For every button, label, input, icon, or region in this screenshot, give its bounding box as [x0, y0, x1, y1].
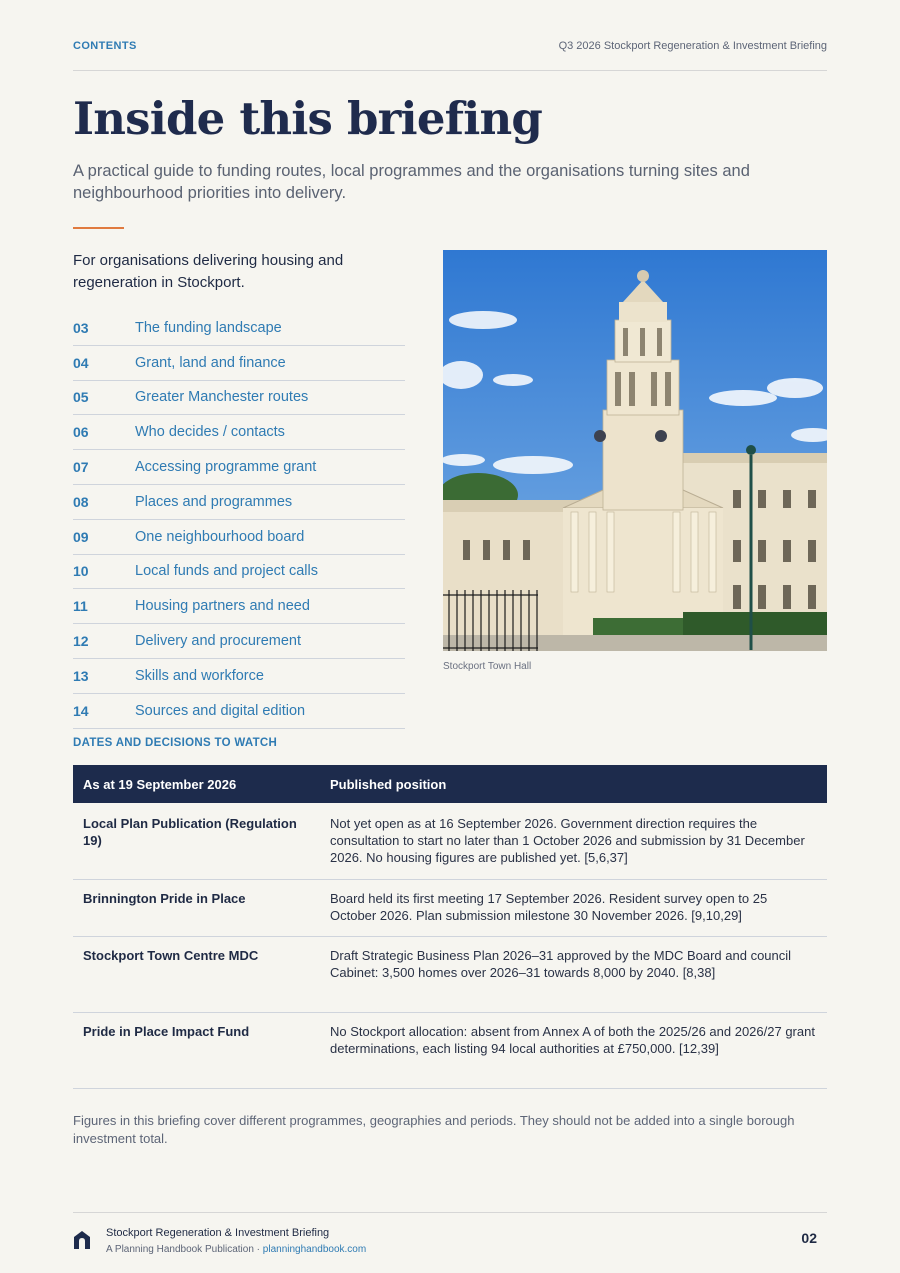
contents-item[interactable] [73, 381, 405, 416]
row-position: Draft Strategic Business Plan 2026–31 approved by the MDC Board and council Cabinet: 3,500 homes over 2026–31 towards 8,000 by 2040. [8,38] [330, 948, 792, 980]
dates-table [73, 765, 827, 1089]
header-divider [73, 70, 827, 71]
contents-page-number: 13 [73, 667, 89, 684]
accent-divider [73, 227, 124, 229]
contents-item[interactable] [73, 624, 405, 659]
contents-link[interactable]: Delivery and procurement [135, 633, 302, 650]
column-header-position: Published position [330, 776, 447, 792]
contents-item[interactable] [73, 450, 405, 485]
page-number: 02 [801, 1230, 817, 1246]
row-position: Not yet open as at 16 September 2026. Government direction requires the consultation to start no later than 1 October 2026 and submission by 31 December 2026. No housing figures are published yet. [5,6,37] [330, 816, 805, 865]
town-hall-photo [443, 250, 827, 651]
contents-page-number: 09 [73, 528, 89, 545]
publisher-logo-icon [73, 1230, 91, 1250]
town-hall-illustration [443, 250, 827, 651]
running-header [73, 38, 827, 54]
contents-item[interactable] [73, 415, 405, 450]
row-position: No Stockport allocation: absent from Annex A of both the 2025/26 and 2026/27 grant determinations, each listing 94 local authorities at £750,000. [12,39] [330, 1024, 815, 1056]
page-subtitle: A practical guide to funding routes, local programmes and the organisations turning sites and neighbourhood priorities into delivery. [73, 162, 750, 202]
footer-divider [73, 1212, 827, 1213]
contents-page-number: 11 [73, 598, 88, 615]
contents-link[interactable]: Greater Manchester routes [135, 389, 309, 406]
contents-page-number: 05 [73, 389, 89, 406]
table-row [73, 803, 827, 880]
document-title: Q3 2026 Stockport Regeneration & Investment Briefing [558, 40, 827, 52]
contents-list [73, 311, 405, 729]
contents-link[interactable]: Housing partners and need [135, 598, 310, 615]
footer-title: Stockport Regeneration & Investment Briefing [106, 1227, 330, 1239]
table-row [73, 937, 827, 1013]
contents-link[interactable]: Accessing programme grant [135, 459, 317, 476]
contents-link[interactable]: Sources and digital edition [135, 702, 306, 719]
contents-item[interactable] [73, 346, 405, 381]
contents-item[interactable] [73, 311, 405, 346]
row-item: Pride in Place Impact Fund [83, 1024, 250, 1039]
row-item: Stockport Town Centre MDC [83, 948, 259, 963]
contents-item[interactable] [73, 485, 405, 520]
contents-link[interactable]: Local funds and project calls [135, 563, 318, 580]
footer-publisher-text: A Planning Handbook Publication · [106, 1244, 263, 1255]
page-title: Inside this briefing [73, 92, 543, 145]
contents-item[interactable] [73, 694, 405, 729]
column-header-date: As at 19 September 2026 [83, 776, 237, 792]
watch-section-label: DATES AND DECISIONS TO WATCH [73, 737, 278, 749]
row-item: Local Plan Publication (Regulation 19) [83, 816, 297, 848]
page [73, 0, 827, 1273]
section-label: CONTENTS [73, 40, 137, 52]
contents-link[interactable]: Skills and workforce [135, 667, 264, 684]
contents-page-number: 06 [73, 424, 89, 441]
contents-item[interactable] [73, 589, 405, 624]
contents-item[interactable] [73, 520, 405, 555]
contents-page-number: 14 [73, 702, 89, 719]
contents-item[interactable] [73, 555, 405, 590]
contents-link[interactable]: Who decides / contacts [135, 424, 285, 441]
footer-publisher [106, 1244, 366, 1255]
contents-page-number: 03 [73, 319, 89, 336]
audience-statement: For organisations delivering housing and regeneration in Stockport. [73, 252, 344, 291]
contents-link[interactable]: Grant, land and finance [135, 354, 286, 371]
contents-link[interactable]: Places and programmes [135, 493, 293, 510]
table-row [73, 1013, 827, 1089]
contents-link[interactable]: The funding landscape [135, 319, 282, 336]
contents-page-number: 08 [73, 493, 89, 510]
contents-link[interactable]: One neighbourhood board [135, 528, 305, 545]
table-row [73, 880, 827, 937]
contents-page-number: 07 [73, 459, 89, 476]
contents-item[interactable] [73, 659, 405, 694]
contents-page-number: 10 [73, 563, 89, 580]
table-header [73, 765, 827, 803]
figures-note: Figures in this briefing cover different programmes, geographies and periods. They should not be added into a single borough investment total. [73, 1113, 795, 1146]
row-item: Brinnington Pride in Place [83, 891, 246, 906]
contents-page-number: 04 [73, 354, 89, 371]
footer-website-link[interactable]: planninghandbook.com [262, 1244, 367, 1255]
photo-caption: Stockport Town Hall [443, 661, 532, 672]
row-position: Board held its first meeting 17 September 2026. Resident survey open to 25 October 2026. Plan submission milestone 30 November 2026. [9,10,29] [330, 891, 768, 923]
contents-page-number: 12 [73, 633, 89, 650]
